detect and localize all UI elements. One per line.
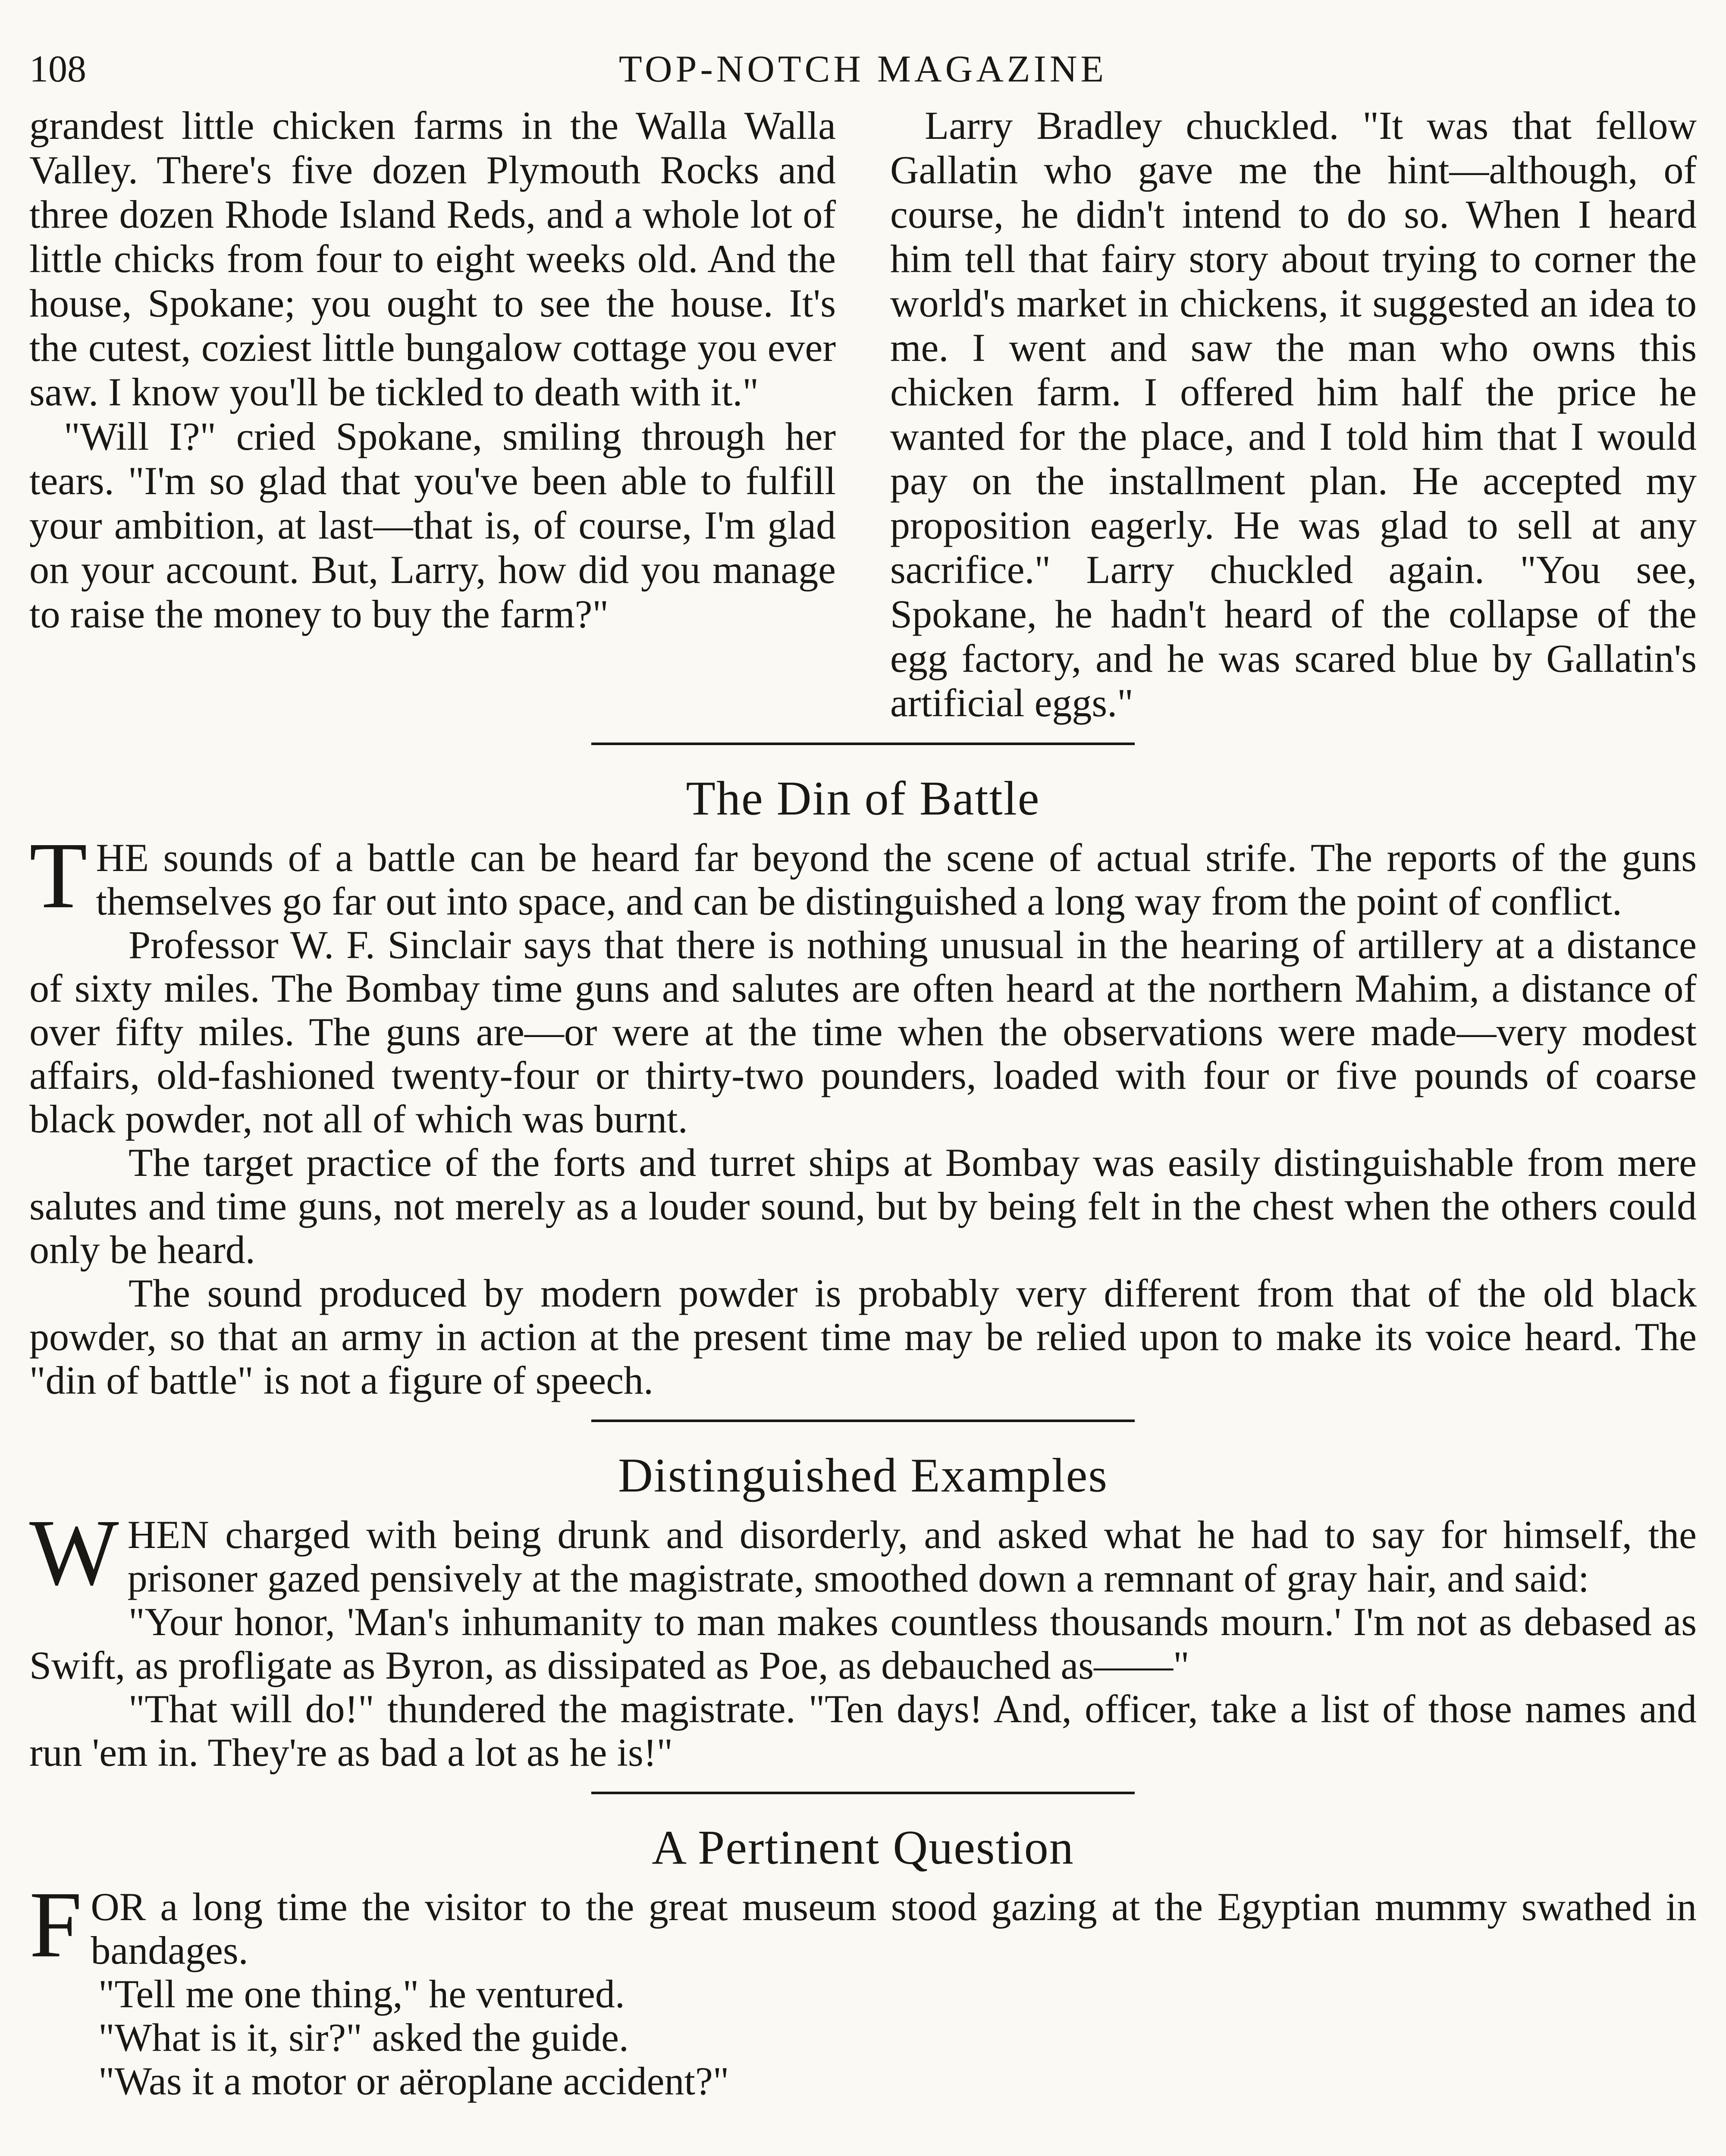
- paragraph: Professor W. F. Sinclair says that there is nothing unusual in the hearing of artillery at a distance of sixty miles. The Bombay time guns and salutes are often heard at the northern Mahim, a distance of over fifty miles. The guns are—or were at the time when the observations were made—very modest affairs, old-fashioned twenty-four or thirty-two pounders, loaded with four or five pounds of coarse black powder, not all of which was burnt.: [29, 923, 1697, 1141]
- first-paragraph-text: HE sounds of a battle can be heard far beyond the scene of actual strife. The reports of the guns themselves go far out into space, and can be distinguished a long way from the point of conflict.: [96, 836, 1697, 923]
- section-divider: [591, 743, 1135, 745]
- paragraph: "Your honor, 'Man's inhumanity to man makes countless thousands mourn.' I'm not as debased as Swift, as profligate as Byron, as dissipated as Poe, as debauched as——": [29, 1600, 1697, 1687]
- first-paragraph: [29, 823, 1697, 928]
- story-right-column: [890, 103, 1697, 725]
- section-body: [29, 1872, 1697, 2103]
- section-divider: [591, 1420, 1135, 1422]
- first-paragraph-text: OR a long time the visitor to the great museum stood gazing at the Egyptian mummy swathed in bandages.: [91, 1885, 1697, 1972]
- section-body: [29, 1500, 1697, 1774]
- magazine-title: TOP-NOTCH MAGAZINE: [618, 48, 1108, 90]
- drop-cap: F: [29, 1872, 82, 1977]
- section-pertinent-question: [29, 1820, 1697, 2103]
- story-paragraph: Larry Bradley chuckled. "It was that fellow Gallatin who gave me the hint—although, of course, he didn't intend to do so. When I heard him tell that fairy story about trying to corner the world's market in chickens, it suggested an idea to me. I went and saw the man who owns this chicken farm. I offered him half the price he wanted for the place, and I told him that I would pay on the installment plan. He accepted my proposition eagerly. He was glad to sell at any sacrifice." Larry chuckled again. "You see, Spokane, he hadn't heard of the collapse of the egg factory, and he was scared blue by Gallatin's artificial eggs.": [890, 103, 1697, 725]
- section-title: The Din of Battle: [686, 772, 1040, 825]
- dialogue-line: "Tell me one thing," he ventured.: [98, 1972, 625, 2016]
- story-paragraph: "Will I?" cried Spokane, smiling through her tears. "I'm so glad that you've been able to fulfill your ambition, at last—that is, of course, I'm glad on your account. But, Larry, how did you manage to raise the money to buy the farm?": [29, 414, 836, 636]
- magazine-page: [29, 39, 1697, 2156]
- first-paragraph: [29, 1500, 1697, 1605]
- section-title: A Pertinent Question: [652, 1821, 1074, 1874]
- section-distinguished-examples: [29, 1448, 1697, 1774]
- page-number: 108: [29, 48, 86, 90]
- page-header: [29, 39, 1697, 103]
- drop-cap: T: [29, 823, 88, 928]
- first-paragraph: [29, 1872, 1697, 1977]
- story-columns: [29, 103, 1697, 725]
- paragraph: The target practice of the forts and turret ships at Bombay was easily distinguishable from mere salutes and time guns, not merely as a louder sound, but by being felt in the chest when the others could only be heard.: [29, 1141, 1697, 1272]
- section-body: [29, 823, 1697, 1402]
- paragraph: "That will do!" thundered the magistrate. "Ten days! And, officer, take a list of those names and run 'em in. They're as bad a lot as he is!": [29, 1687, 1697, 1774]
- story-left-column: [29, 103, 836, 725]
- drop-cap: W: [29, 1500, 119, 1605]
- dialogue-line: "Was it a motor or aëroplane accident?": [98, 2059, 729, 2103]
- section-din-of-battle: [29, 771, 1697, 1402]
- story-paragraph: grandest little chicken farms in the Walla Walla Valley. There's five dozen Plymouth Rocks and three dozen Rhode Island Reds, and a whole lot of little chicks from four to eight weeks old. And the house, Spokane; you ought to see the house. It's the cutest, coziest little bungalow cottage you ever saw. I know you'll be tickled to death with it.": [29, 103, 836, 414]
- dialogue-line: "What is it, sir?" asked the guide.: [98, 2015, 629, 2059]
- section-title: Distinguished Examples: [618, 1449, 1108, 1502]
- first-paragraph-text: HEN charged with being drunk and disorderly, and asked what he had to say for himself, the prisoner gazed pensively at the magistrate, smoothed down a remnant of gray hair, and said:: [127, 1513, 1697, 1600]
- section-divider: [591, 1792, 1135, 1794]
- paragraph: The sound produced by modern powder is probably very different from that of the old black powder, so that an army in action at the present time may be relied upon to make its voice heard. The "din of battle" is not a figure of speech.: [29, 1271, 1697, 1402]
